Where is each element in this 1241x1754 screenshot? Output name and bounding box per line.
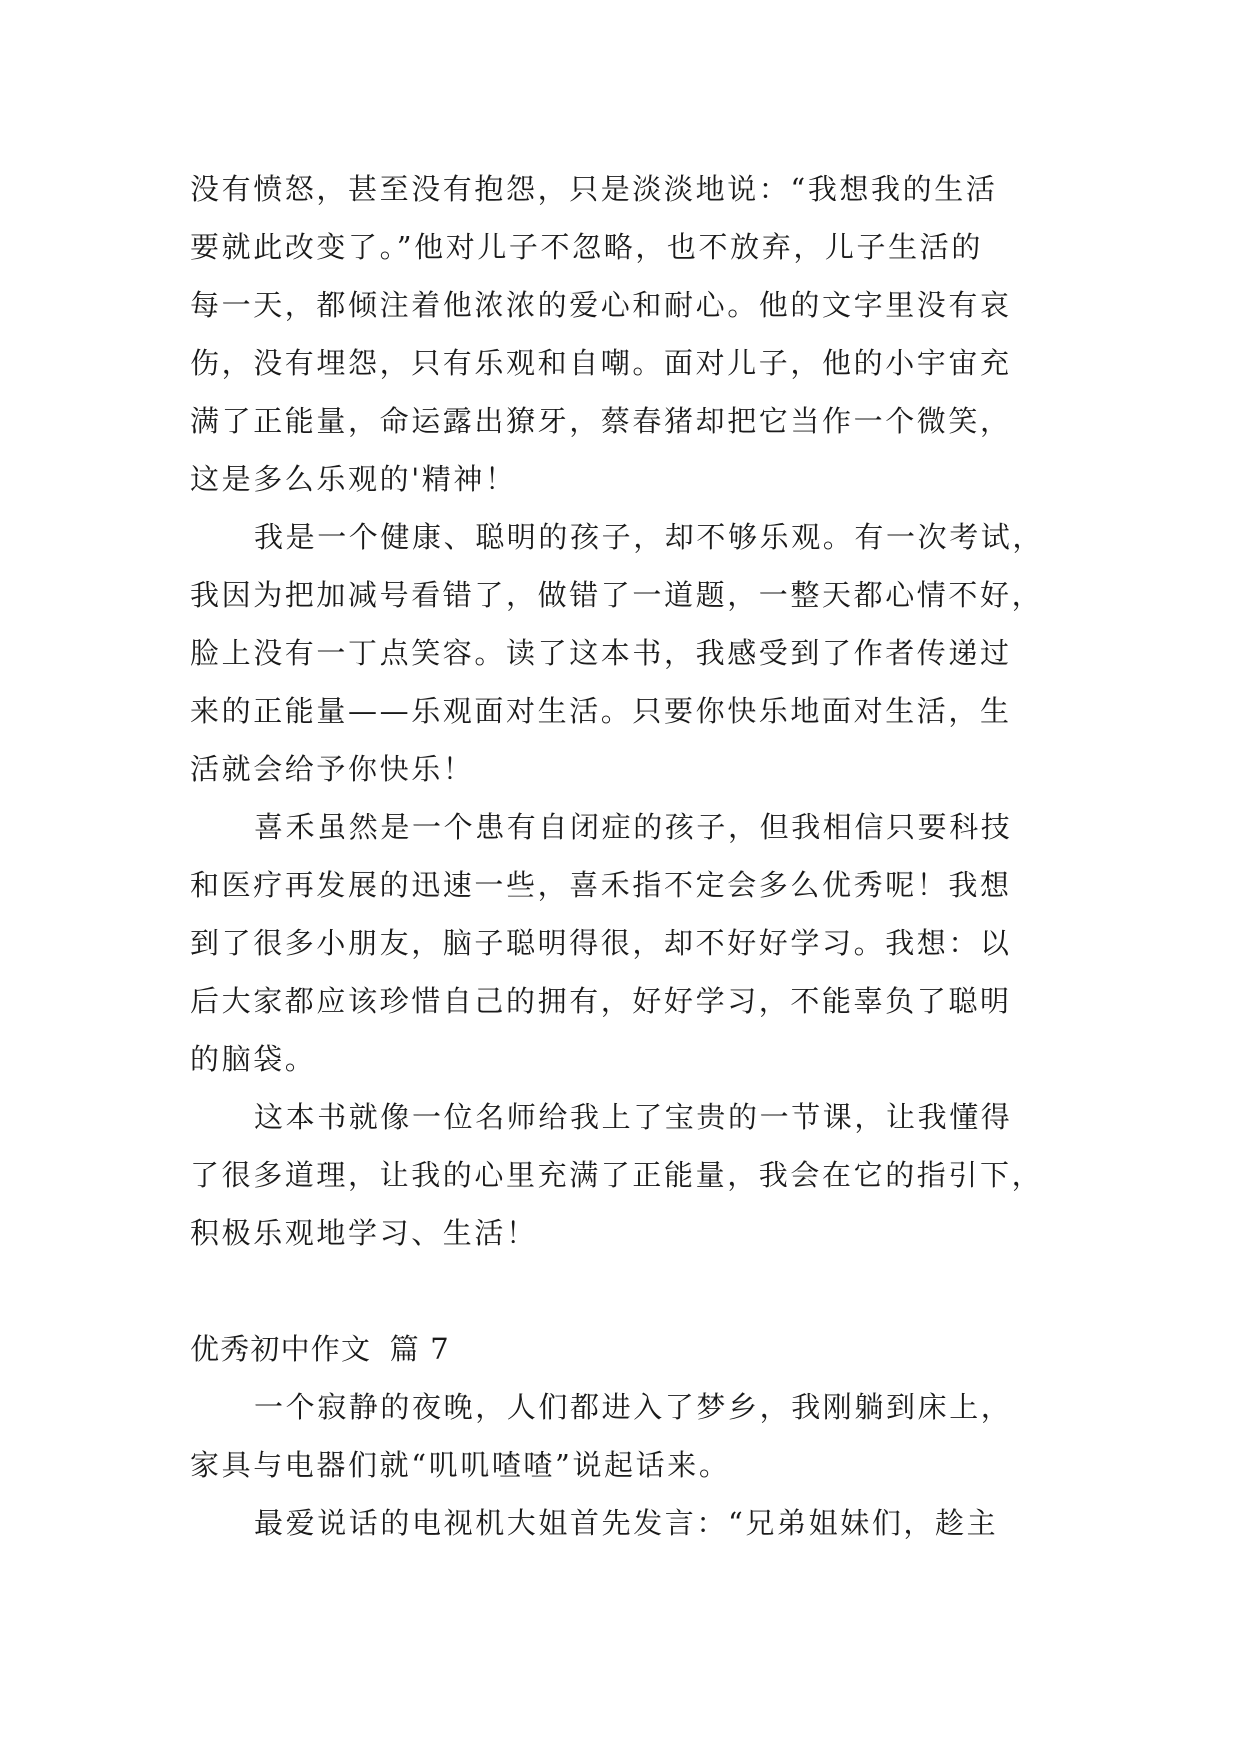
paragraph-line: 了很多道理，让我的心里充满了正能量，我会在它的指引下， [190,1158,1044,1192]
paragraph-line: 伤，没有埋怨，只有乐观和自嘲。面对儿子，他的小宇宙充 [190,346,1012,380]
paragraph-line: 这是多么乐观的'精神！ [190,462,517,496]
paragraph-line: 和医疗再发展的迅速一些，喜禾指不定会多么优秀呢！我想 [190,868,1012,902]
paragraph-2 [190,508,1060,798]
section-heading-title: 优秀初中作文 [190,1332,372,1366]
paragraph-line: 喜禾虽然是一个患有自闭症的孩子，但我相信只要科技 [254,810,1013,844]
paragraph-line: 没有愤怒，甚至没有抱怨，只是淡淡地说：“我想我的生活 [190,172,998,206]
paragraph-3 [190,798,1060,1088]
section-heading [190,1320,1060,1378]
paragraph-line: 每一天，都倾注着他浓浓的爱心和耐心。他的文字里没有哀 [190,288,1012,322]
section-paragraph-1 [190,1378,1060,1494]
paragraph-line: 的脑袋。 [190,1042,317,1076]
paragraph-line: 到了很多小朋友，脑子聪明得很，却不好好学习。我想：以 [190,926,1012,960]
paragraph-line: 要就此改变了。”他对儿子不忽略，也不放弃，儿子生活的 [190,230,983,264]
section-paragraph-2 [190,1494,1060,1552]
document-body [190,160,1060,1552]
paragraph-line: 我是一个健康、聪明的孩子，却不够乐观。有一次考试， [254,520,1045,554]
paragraph-line: 脸上没有一丁点笑容。读了这本书，我感受到了作者传递过 [190,636,1012,670]
section-spacer [190,1262,1060,1320]
paragraph-line: 后大家都应该珍惜自己的拥有，好好学习，不能辜负了聪明 [190,984,1012,1018]
paragraph-line: 我因为把加减号看错了，做错了一道题，一整天都心情不好， [190,578,1044,612]
paragraph-line: 积极乐观地学习、生活！ [190,1216,538,1250]
section-heading-number: 篇 7 [389,1332,450,1366]
paragraph-line: 家具与电器们就“叽叽喳喳”说起话来。 [190,1448,731,1482]
paragraph-1 [190,160,1060,508]
paragraph-line: 满了正能量，命运露出獠牙，蔡春猪却把它当作一个微笑， [190,404,1012,438]
paragraph-4 [190,1088,1060,1262]
paragraph-line: 一个寂静的夜晚，人们都进入了梦乡，我刚躺到床上， [254,1390,1013,1424]
paragraph-line: 活就会给予你快乐！ [190,752,475,786]
paragraph-line: 来的正能量——乐观面对生活。只要你快乐地面对生活，生 [190,694,1012,728]
paragraph-line: 最爱说话的电视机大姐首先发言：“兄弟姐妹们，趁主 [254,1506,999,1540]
paragraph-line: 这本书就像一位名师给我上了宝贵的一节课，让我懂得 [254,1100,1013,1134]
